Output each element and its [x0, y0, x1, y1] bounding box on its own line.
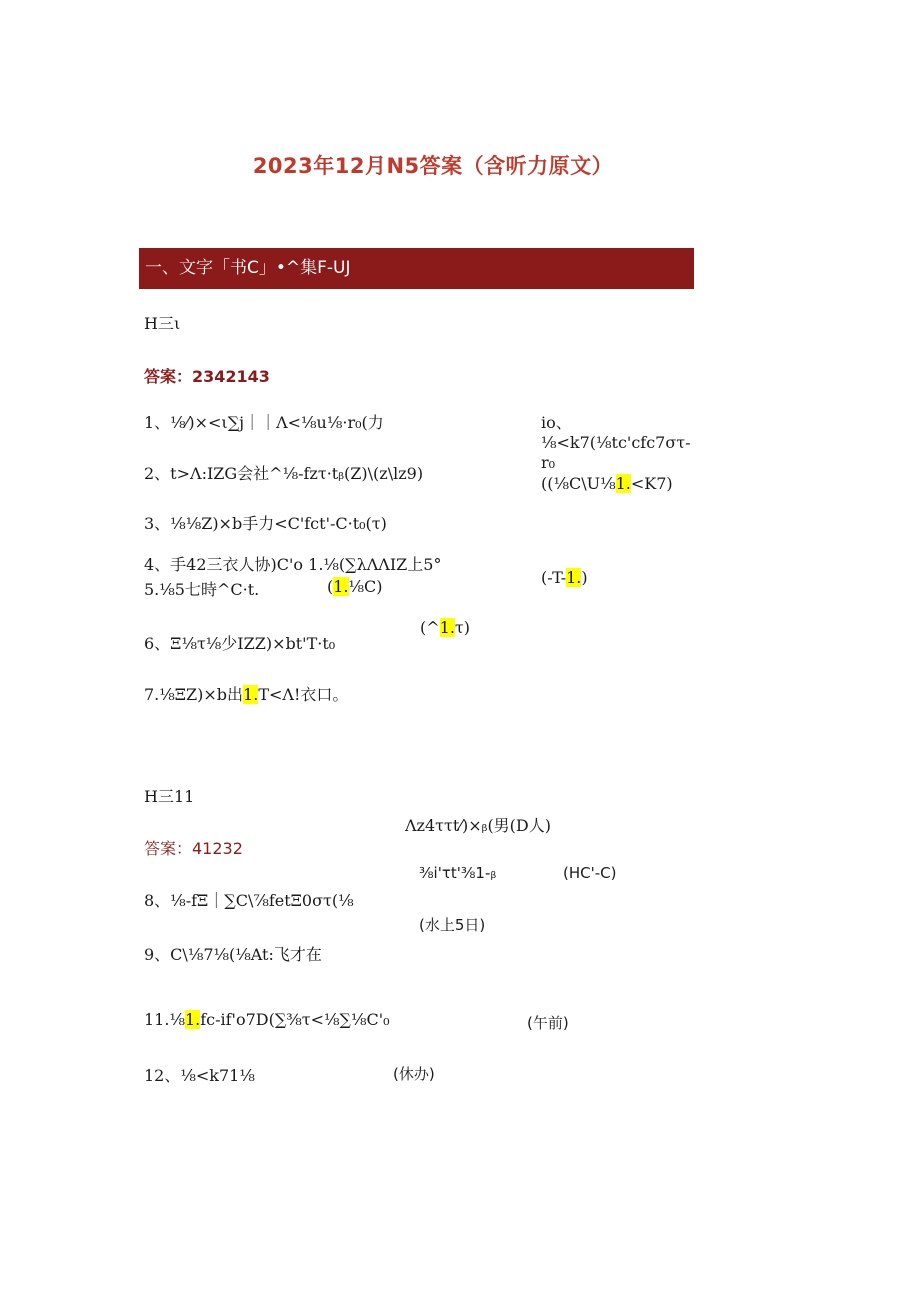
r4-tail: <K7): [630, 474, 673, 493]
q11-tail: fc-if'o7D(∑⅜τ<⅛∑⅛C'₀: [200, 1010, 390, 1029]
highlight: 1.: [184, 1010, 201, 1029]
question-5-answer: [327, 577, 383, 596]
r4-head: ((⅛C\U⅛: [541, 474, 616, 493]
question-6-answer: [420, 618, 470, 637]
question-5: 5.⅛5七時^C·t.: [144, 580, 260, 599]
question-4-text: 4、手42三衣人协)C'o 1.⅛(∑λΛΛIZ上5°: [144, 555, 442, 574]
paren-open: (: [327, 577, 334, 596]
q7-tail: T<Λ!衣口。: [258, 685, 349, 704]
highlight: 1.: [566, 568, 582, 587]
highlight: 1.: [439, 618, 455, 637]
section2-right-2b: (ΗC'-C): [563, 864, 617, 882]
question-6: 6、Ξ⅛τ⅛少IZZ)×bt'T·t₀: [144, 634, 336, 653]
question-11: [144, 1010, 390, 1029]
document-title: 2023年12月N5答案（含听力原文）: [252, 154, 614, 178]
question-1: 1、⅛⁄)×<ι∑j｜｜Λ<⅛u⅛·r₀(力: [144, 413, 384, 432]
answer-tail: τ): [454, 618, 471, 637]
right-line-1: io、: [541, 413, 572, 432]
highlight: 1.: [243, 685, 259, 704]
section1-heading: H三ι: [144, 314, 181, 333]
right-line-2: ⅛<k7(⅛tc'cfc7στ-: [541, 433, 691, 452]
highlight: 1.: [333, 577, 349, 596]
q7-head: 7.⅛ΞZ)×b出: [144, 685, 244, 704]
q11-head: 11.⅛: [144, 1010, 185, 1029]
highlight: 1.: [615, 474, 631, 493]
question-12: 12、⅛<k71⅛: [144, 1066, 255, 1085]
section2-right-5: (休办): [393, 1065, 435, 1083]
question-8: 8、⅛-fΞ｜∑C\⅞fetΞ0στ(⅛: [144, 891, 354, 910]
r5-tail: ): [581, 568, 588, 587]
section2-right-4: (午前): [527, 1014, 569, 1032]
section2-right-1: Λz4ττt⁄)×ᵦ(男(D人): [405, 816, 551, 835]
paren-open: (^: [420, 618, 440, 637]
r5-head: (-T-: [541, 568, 567, 587]
section2-right-3: (水上5日): [419, 916, 486, 934]
section1-answer: 答案：2342143: [144, 367, 270, 386]
section2-right-2: ⅜i'τt'⅜1-ᵦ: [419, 864, 497, 882]
section2-heading: H三11: [144, 787, 195, 806]
question-3: 3、⅛⅛Z)×b手力<C'fct'-C·t₀(τ): [144, 514, 387, 533]
section2-answer: 答案：41232: [144, 839, 243, 858]
question-2: 2、t>Λ:IZG会社^⅛-fzτ·tᵦ(Z)\(z\lz9): [144, 464, 424, 483]
question-4-partial: [144, 555, 444, 574]
question-9: 9、C\⅛7⅛(⅛At:飞才在: [144, 945, 322, 964]
right-line-4: [541, 474, 673, 493]
section-banner: 一、文字「书C」•^集F-UJ: [139, 248, 694, 289]
right-line-5: [541, 568, 588, 587]
question-7: [144, 682, 348, 705]
right-line-3: r₀: [541, 453, 556, 472]
answer-tail: ⅛C): [348, 577, 383, 596]
